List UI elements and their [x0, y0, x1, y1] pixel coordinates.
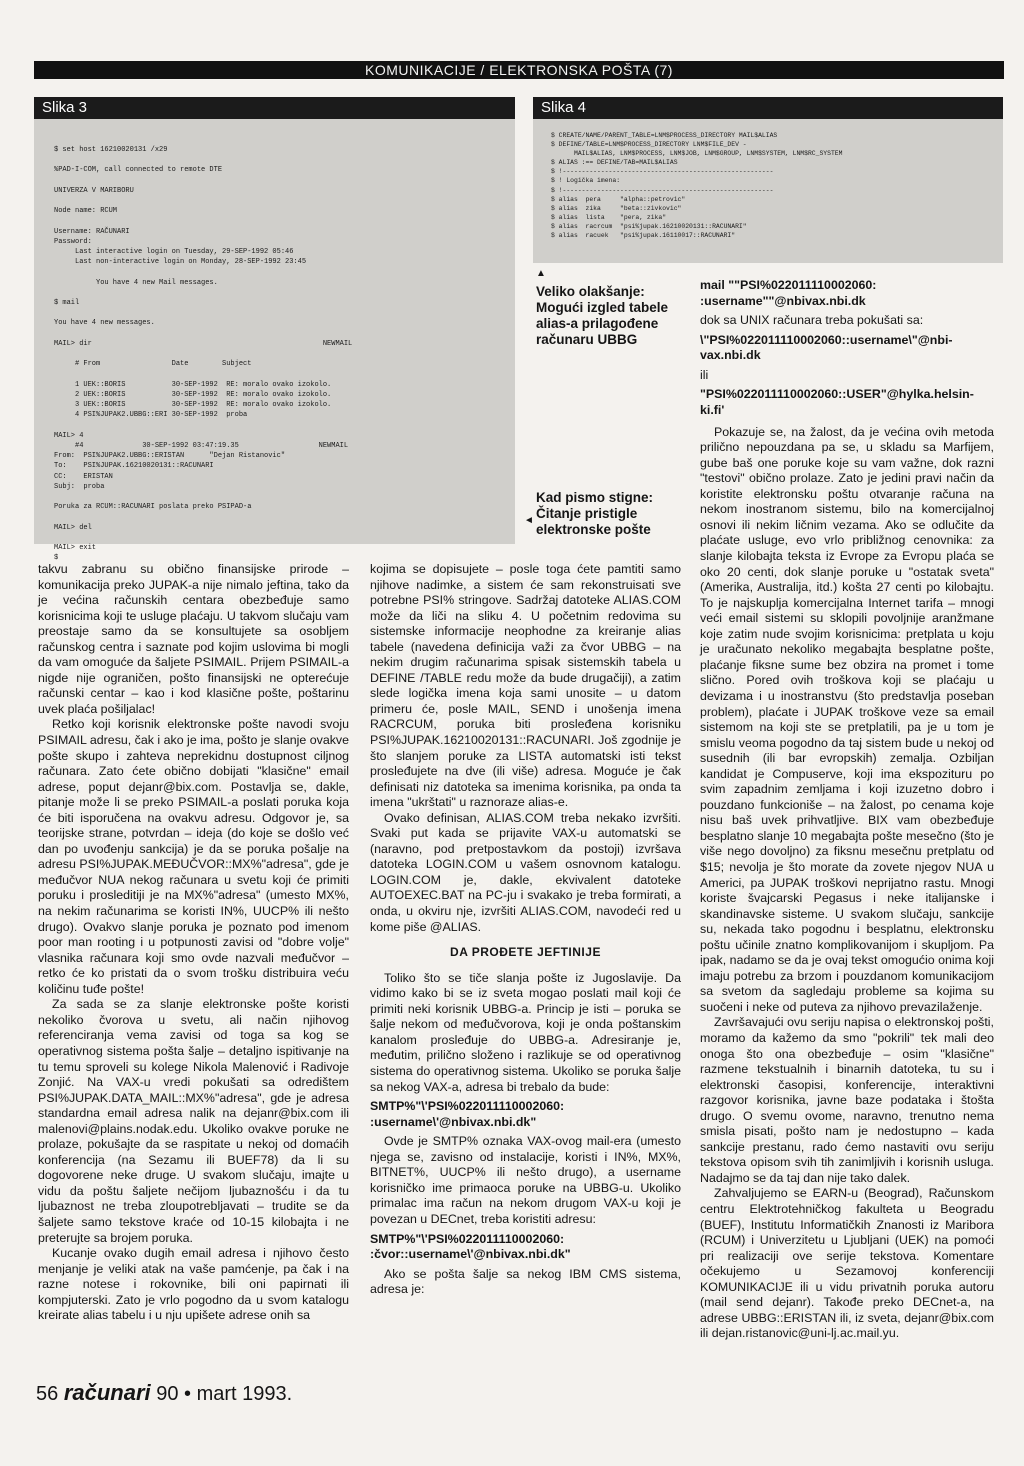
terminal-line: MAIL$ALIAS, LNM$PROCESS, LNM$JOB, LNM$GROUP, LNM$SYSTEM, LNM$RC_SYSTEM [551, 150, 843, 158]
paragraph: Ovde je SMTP% oznaka VAX-ovog mail-era (umesto njega se, zavisno od instalacije, koristi i IN%, MX%, BITNET%, UUCP% ili nešto drugo), a username korisničko ime primaoca poruke na UBBG-u. Ukoliko primalac ima račun na nekom drugom VAX-u koji je povezan u DECnet, treba koristiti adresu: [370, 1134, 681, 1226]
figure-3-terminal [34, 119, 515, 563]
address-vax [370, 1099, 681, 1130]
terminal-line [54, 308, 515, 318]
terminal-line [54, 288, 515, 298]
address-line: "PSI%022011110002060::USER"@hylka.helsin- [700, 387, 974, 402]
terminal-line: Username: RAČUNARI [54, 227, 130, 236]
terminal-line [54, 216, 515, 226]
section-header: KOMUNIKACIJE / ELEKTRONSKA POŠTA (7) [34, 61, 1004, 79]
terminal-line: CC: ERISTAN [54, 472, 113, 481]
paragraph: Toliko što se tiče slanja pošte iz Jugoslavije. Da vidimo kako bi se iz sveta mogao poslati mail koji će primiti neki korisnik UBBG-a. Princip je isti – poruka se šalje nekom od međučvorova, koji je onda poštanskim kanalom prosleđuje do UBBG-a. Adresiranje je, međutim, prilično složeno i razlikuje se od operativnog sistema do operativnog sistema. Ukoliko se poruka šalje sa nekog VAX-a, adresa bi trebalo da bude: [370, 970, 681, 1094]
column-2 [370, 562, 681, 1298]
page-number: 56 [36, 1383, 59, 1405]
subheading: DA PROĐETE JEFTINIJE [450, 945, 601, 960]
terminal-line [54, 267, 515, 277]
paragraph: Ako se pošta šalje sa nekog IBM CMS sistema, adresa je: [370, 1266, 681, 1297]
terminal-line [54, 533, 515, 543]
terminal-line [54, 329, 515, 339]
terminal-line: $ mail [54, 299, 80, 308]
terminal-line: $ !------------------------------------------------------- [551, 168, 774, 176]
terminal-line: $ ALIAS :== DEFINE/TAB=MAIL$ALIAS [551, 159, 678, 167]
address-unix-1 [700, 333, 994, 364]
terminal-line: MAIL> 4 [54, 431, 84, 440]
paragraph: Zahvaljujemo se EARN-u (Beograd), Računskom centru Elektrotehničkog fakulteta u Beogradu (BUEF), Institutu Informatičkih Znanosti iz Maribora (RCUM) i Univerzitetu u Ljubljani (UEK) na pomoći pri realizaciji ove serije tekstova. Komentare očekujemo u Sezamovoj konferenciji KOMUNIKACIJE ili u vidu privatnih poruka autoru (mail send dejanr). Takođe preko DECnet-a, na adrese UBBG::ERISTAN ili, iz sveta, dejanr@bix.com ili dejan.ristanovic@uni-lj.ac.mail.yu. [700, 1186, 994, 1341]
terminal-line: $ DEFINE/TABLE=LNM$PROCESS_DIRECTORY LNM$FILE_DEV - [551, 141, 747, 149]
caption-2-arrow-icon: ◄ [524, 515, 534, 526]
address-decnet [370, 1232, 681, 1263]
address-line: SMTP%"\'PSI%022011110002060: [370, 1099, 565, 1114]
terminal-line: $ alias racuek "psi%jupak.16110017::RACUNARI" [551, 232, 736, 240]
address-line: SMTP%"\'PSI%022011110002060: [370, 1231, 565, 1246]
terminal-line: 4 PSI%JUPAK2.UBBG::ERI 30-SEP-1992 proba [54, 411, 248, 420]
terminal-line [54, 420, 515, 430]
terminal-line: $ alias lista "pera, zika" [551, 213, 667, 221]
ili-text: ili [700, 367, 709, 382]
terminal-line: 3 UEK::BORIS 30-SEP-1992 RE: moralo ovako izokolo. [54, 401, 332, 410]
caption-line: računaru UBBG [536, 332, 638, 347]
terminal-line: 1 UEK::BORIS 30-SEP-1992 RE: moralo ovako izokolo. [54, 380, 332, 389]
paragraph: Za sada se za slanje elektronske pošte koristi nekoliko čvorova u svetu, ali način njihovog referenciranja vema zavisi od toga sa kog se operativnog sistema pošta šalje – detaljno ispitivanje na tu temu sproveli su kolege Nikola Malenović i Radivoje Zonjić. Na VAX-u vredi pokušati sa odredištem PSI%JUPAK.DATA_MAIL::MX%"adresa", gde je adresa standardna email adresa nalik na dejanr@bix.com ili malenovi@plains.nodak.edu. Ukoliko ovakve poruke ne prolaze, pokušajte da se raspitate u nekoj od domaćih konferencija (na Sezamu ili BUEF78) da li su dogovorene neke druge. U svakom slučaju, imajte u vidu da poštu šaljete nečijom ljubaznošću i da tu ljubaznost ne treba zloupotrebljavati – trudite se da šaljete samo tekstove kraće od 10-15 kilobajta i ne preterujte sa brojem poruka. [38, 997, 349, 1245]
terminal-line: $ CREATE/NAME/PARENT_TABLE=LNM$PROCESS_DIRECTORY MAIL$ALIAS [551, 132, 778, 139]
address-line: \"PSI%022011110002060::username\"@nbi- [700, 332, 953, 347]
caption-line: Kad pismo stigne: [536, 490, 654, 505]
figure-4 [533, 97, 1003, 263]
paragraph: Završavajući ovu seriju napisa o elektronskoj pošti, moramo da kažemo da smo "pokrili" tek mali deo onoga što ona obezbeđuje – osim "klasične" razmene tekstualnih i binarnih datoteka, tu su i elektronski časopisi, konferencije, interaktivni razgovor korisnika, javne baze podataka i štošta drugo. O svemu ovome, naravno, trenutno nema smisla pisati, pošto nam je nedostupno – kada sankcije prestanu, rado ćemo nastaviti ovu seriju tekstova opisom svih tih zanimljivih i korisnih usluga. Nadajmo se da taj dan nije tako dalek. [700, 1015, 994, 1185]
paragraph: Ovako definisan, ALIAS.COM treba nekako izvršiti. Svaki put kada se prijavite VAX-u automatski se (naravno, pod pretpostavkom da postoji) izvršava datoteka LOGIN.COM u vašem osnovnom katalogu. LOGIN.COM je, dakle, ekvivalent datoteke AUTOEXEC.BAT na PC-ju i svakako je treba formirati, a onda, u okviru nje, izvršiti ALIAS.COM, navodeći red u kome piše @ALIAS. [370, 810, 681, 934]
terminal-line: Node name: RCUM [54, 207, 118, 216]
footer-bullet: • [184, 1383, 192, 1405]
paragraph: kojima se dopisujete – posle toga ćete pamtiti samo njihove nadimke, a sistem će sam rekonstruisati sve potrebne PSI% stringove. Sadržaj datoteke ALIAS.COM može da liči na sliku 4. U početnim redovima su sistemske informacije neophodne za kreiranje alias tabele (navedena definicija važi za čvor UBBG – na nekim drugim računarima spisak sistemskih tabela u DEFINE /TABLE redu može da bude drugačiji), a zatim slede logička imena koja sami unosite – u datom primeru će, posle MAIL, SEND i unošenja imena RACRCUM, poruka biti prosleđena korisniku PSI%JUPAK.16210020131::RACUNARI. Još zgodnije je što slanjem poruke za LISTA automatski isti tekst prosleđujete na dve (ili više) adresa. Moguće je čak definisati niz datoteka sa imenima korisnika, pa onda ta imena "ukrštati" u raznoraze alias-e. [370, 562, 681, 810]
address-line: ki.fi' [700, 403, 725, 418]
terminal-line: $ !------------------------------------------------------- [551, 186, 774, 194]
address-line: mail ""PSI%022011110002060: [700, 278, 877, 292]
terminal-line: $ alias pera "alpha::petrovic" [551, 195, 686, 203]
column-1 [38, 562, 349, 1324]
terminal-line: # From Date Subject [54, 360, 252, 369]
figure-4-title: Slika 4 [533, 97, 1003, 119]
caption-line: Čitanje pristigle [536, 506, 638, 521]
caption-1-arrow-icon: ▲ [536, 268, 546, 279]
figure-4-caption [536, 284, 686, 348]
terminal-line: Last interactive login on Tuesday, 29-SEP-1992 05:46 [54, 248, 294, 257]
magazine-brand: računari [63, 1380, 151, 1405]
terminal-line: From: PSI%JUPAK2.UBBG::ERISTAN "Dejan Ristanovic" [54, 452, 286, 461]
terminal-line: $ [54, 554, 59, 563]
address-ibm [700, 278, 994, 309]
terminal-line [54, 176, 515, 186]
terminal-line: Subj: proba [54, 482, 105, 491]
terminal-line [54, 512, 515, 522]
terminal-line: $ alias zika "beta::zivkovic" [551, 204, 682, 212]
caption-line: Mogući izgled tabele [536, 300, 669, 315]
terminal-line [54, 196, 515, 206]
terminal-line: Last non-interactive login on Monday, 28-SEP-1992 23:45 [54, 258, 307, 267]
figure-3 [34, 97, 515, 563]
terminal-line [54, 349, 515, 359]
terminal-line: To: PSI%JUPAK.16210020131::RACUNARI [54, 462, 214, 471]
terminal-line: $ ! Logička imena: [551, 177, 621, 185]
page-footer [36, 1380, 292, 1406]
address-line: :username\'@nbivax.nbi.dk" [370, 1114, 537, 1129]
paragraph: Pokazuje se, na žalost, da je većina ovih metoda prilično nepouzdana pa se, u skladu sa Marfijem, gube baš one poruke koje su vam važne, dok razni "testovi" obično prolaze. Zato je jedini pravi način da koristite elektronsku poštu otvaranje računa na nekom inostranom sistemu, bilo na komercijalnoj osnovi ili nekim ličnim vezama. Ako se odlučite da plaćate usluge, evo vrlo približnog cenovnika: za slanje kilobajta teksta iz Evrope za Evropu plaća se oko 20 centi, dok slanje poruke u "ostatak sveta" (Amerika, Australija, itd.) košta 27 centi po kilobajtu. To je najskuplja komercijalna Internet tarifa – mnogi veći email sistemi su sklopili povoljnije aranžmane koje zatim nude svojim korisnicima: pretplata u koju je uračunato nekoliko megabajta besplatne pošte, plaćanje fiksne sume bez obzira na promet i tome slično. Pored ovih troškova koji se plaćaju u devizama i u inostranstvu (što predstavlja poseban problem), plaćate i JUPAK troškove veze sa email sistemom na koji ste se pretplatili, pa je u tom je smislu veoma pogodno da taj sistem bude u nekoj od susednih (ili bar evropskih) zemalja. Ozbiljan kandidat je Compuserve, koji ima ekspozituru po svim zapadnim zemljama i koji izuzetno dobro i pouzdano funkcioniše – na žalost, po cenama koje nisu baš uvek prihvatljive. BIX vam obezbeđuje besplatno slanje 10 megabajta pošte mesečno (što je više nego dovoljno) za fiksnu mesečnu pretplatu od $15; nevolja je što morate da zovete njegov NUA u Americi, pa JUPAK troškovi neprijatno rastu. Mnogi koriste švajcarski Pegasus i neke italijanske i skandinavske sisteme. U svakom slučaju, sankcije su, nekada tako pogodnu i besplatnu, elektronsku poštu učinile znatno komplikovanijom i skupljom. Pa ipak, nadamo se da je ovaj tekst omogućio onima koji imaju potrebu za brzom i pouzdanom komunikacijom sa svetom da sagledaju probleme sa kojima su suočeni i neke od puteva za njihovo prevazilaženje. [700, 424, 994, 1014]
paragraph: Retko koji korisnik elektronske pošte navodi svoju PSIMAIL adresu, čak i ako je ima, pošto je slanje ovakve pošte skupo i zahteva neprekidnu dostupnost ciljnog računara. Zato ćete obično dobijati "klasične" email adrese, poput dejanr@bix.com. Postavlja se, dakle, pitanje može li se preko PSIMAIL-a poslati poruka koja će biti isporučena na ovakvu adresu. Odgovor je, sa teorijske strane, potvrdan – ideja (do koje se došlo već dan po uvođenju sankcija) je da se poruka pošalje na adresu PSI%JUPAK.MEĐUČVOR::MX%"adresa", gde je međučvor NUA nekog računara u svetu koji će primiti poruku i prosleditiji je na MX%"adresa" (umesto MX%, na nekim računarima se koristi IN%, UUCP% ili nešto drugo). Ovakvo slanje poruka je poznato pod imenom poor man rooting i u potpunosti zavisi od "dobre volje" vlasnika računara koji smo ovde nazvali međučvor – retko će ko pristati da o svom trošku distribuira veću količinu tuđe pošte! [38, 717, 349, 996]
terminal-line: You have 4 new messages. [54, 319, 155, 328]
terminal-line: #4 30-SEP-1992 03:47:19.35 NEWMAIL [54, 441, 349, 450]
paragraph: takvu zabranu su obično finansijske prirode – komunikacija preko JUPAK-a nije nimalo jeftina, tako da je većina računskih centara obezbeđuje samo korisnicima koji te usluge plaćaju. U takvom slučaju vam preostaje samo da se konsultujete sa osobljem računskog centra i saznate pod kojim uslovima bi mogli da vam omoguće da šaljete PSIMAIL. Prijem PSIMAIL-a nigde nije ograničen, pošto finansijski ne opterećuje računski centar – kao i kod klasične pošte, poštarinu uvek plaća pošiljalac! [38, 562, 349, 716]
figure-3-title: Slika 3 [34, 97, 515, 119]
address-line: :username""@nbivax.nbi.dk [700, 293, 866, 308]
address-line: vax.nbi.dk [700, 348, 761, 363]
terminal-line: MAIL> del [54, 523, 92, 532]
terminal-line: $ set host 16210020131 /x29 [54, 146, 168, 154]
caption-line: elektronske pošte [536, 522, 651, 537]
figure-4-terminal [533, 119, 1003, 261]
caption-line: Veliko olakšanje: [536, 284, 645, 299]
issue-number: 90 [156, 1383, 179, 1405]
address-line: :čvor::username\'@nbivax.nbi.dk" [370, 1247, 571, 1262]
terminal-line: UNIVERZA V MARIBORU [54, 186, 134, 195]
caption-line: alias-a prilagođene [536, 316, 659, 331]
terminal-line: You have 4 new Mail messages. [54, 278, 218, 287]
issue-date: mart 1993. [196, 1383, 293, 1405]
terminal-line: 2 UEK::BORIS 30-SEP-1992 RE: moralo ovako izokolo. [54, 390, 332, 399]
terminal-line: Password: [54, 237, 92, 246]
terminal-line: MAIL> exit [54, 543, 97, 552]
address-unix-2 [700, 387, 994, 418]
terminal-line [54, 369, 515, 379]
terminal-line: MAIL> dir NEWMAIL [54, 339, 353, 348]
figure-3-caption [536, 490, 686, 538]
terminal-line: Poruka za RCUM::RACUNARI poslata preko PSIPAD-a [54, 503, 252, 512]
column-3 [700, 278, 994, 1342]
terminal-line [54, 155, 515, 165]
unix-intro: dok sa UNIX računara treba pokušati sa: [700, 313, 924, 328]
terminal-line: $ alias racrcum "psi%jupak.16210020131::RACUNARI" [551, 222, 747, 230]
paragraph: Kucanje ovako dugih email adresa i njihovo često menjanje je veliki atak na vaše pamćenje, pa čak i na razne notese i rokovnike, bili oni papirnati ili kompjuterski. Zato je vrlo pogodno da u svom katalogu kreirate alias tabelu i u nju upišete adrese onih sa [38, 1246, 349, 1323]
terminal-line: %PAD-I-COM, call connected to remote DTE [54, 166, 223, 175]
terminal-line [54, 492, 515, 502]
